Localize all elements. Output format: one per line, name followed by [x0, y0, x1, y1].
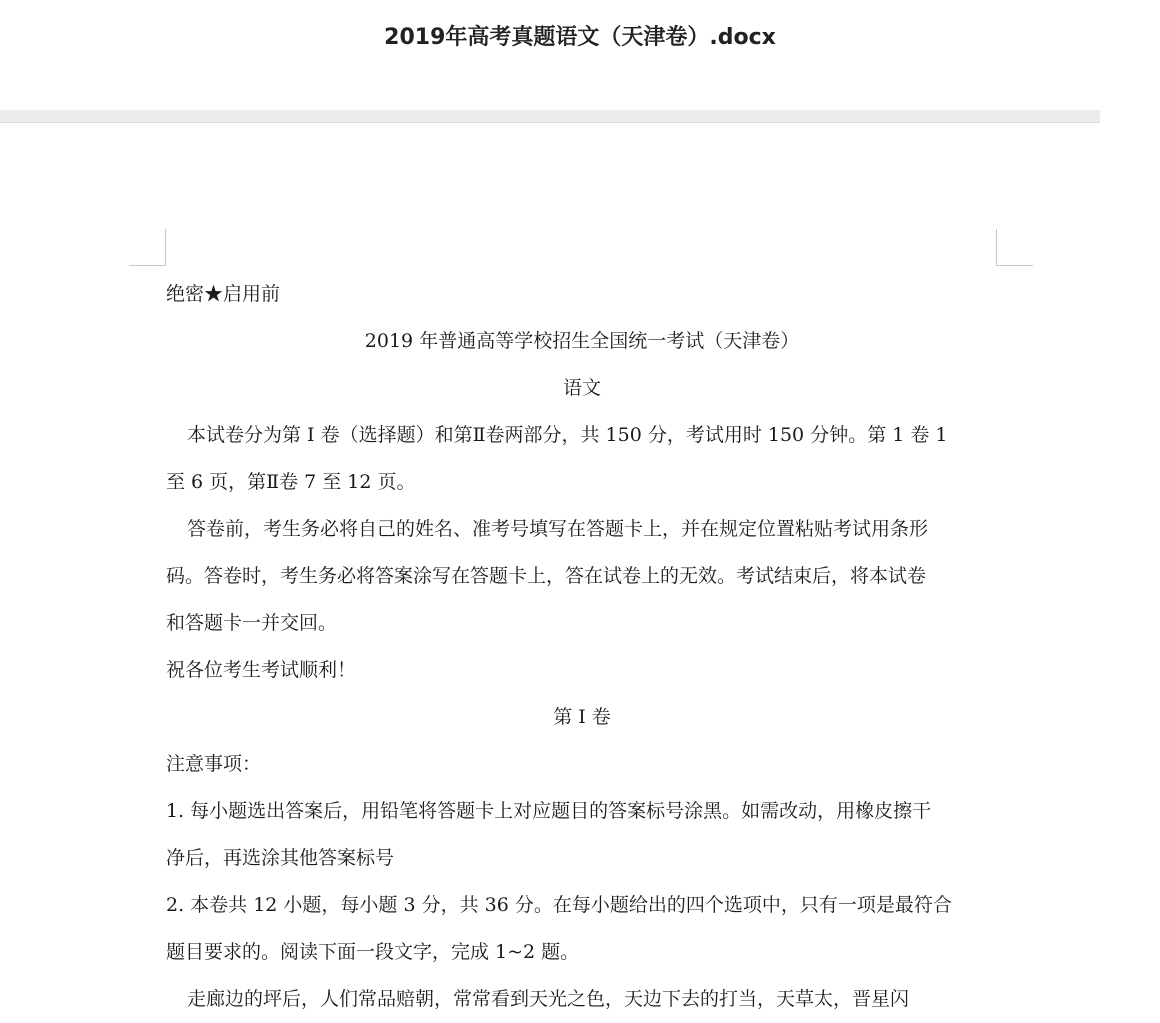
notes-heading: 注意事项： — [166, 753, 262, 775]
notice-paragraph-line-1: 答卷前，考生务必将自己的姓名、准考号填写在答题卡上，并在规定位置粘贴考试用条形 — [187, 518, 929, 540]
note-1-line-1: 1. 每小题选出答案后，用铅笔将答题卡上对应题目的答案标号涂黑。如需改动，用橡皮擦干 — [166, 800, 932, 822]
title-bar — [0, 0, 1100, 110]
intro-paragraph-line-1: 本试卷分为第 I 卷（选择题）和第Ⅱ卷两部分，共 150 分，考试用时 150 分钟。第 1 卷 1 — [187, 424, 948, 446]
margin-crop-mark-top-left — [129, 229, 166, 266]
part-1-heading: 第 I 卷 — [553, 706, 611, 728]
note-2-line-1: 2. 本卷共 12 小题，每小题 3 分，共 36 分。在每小题给出的四个选项中，只有一项是最符合 — [166, 894, 952, 916]
document-title: 2019年高考真题语文（天津卷）.docx — [384, 25, 776, 50]
subject-heading: 语文 — [562, 377, 601, 399]
confidential-label: 绝密★启用前 — [166, 283, 281, 305]
notice-paragraph-line-3: 和答题卡一并交回。 — [166, 612, 338, 634]
note-1-line-2: 净后，再选涂其他答案标号 — [166, 847, 395, 869]
notice-paragraph-line-2: 码。答卷时，考生务必将答案涂写在答题卡上，答在试卷上的无效。考试结束后，将本试卷 — [166, 565, 927, 587]
wish-text: 祝各位考生考试顺利！ — [166, 659, 357, 681]
cutoff-passage-line: 走廊边的坪后，人们常品赔朝，常常看到天光之色，天边下去的打当，天草太，晋星闪 — [187, 988, 910, 1010]
toolbar-divider — [0, 110, 1100, 123]
document-body — [166, 271, 998, 1010]
margin-crop-mark-top-right — [996, 229, 1033, 266]
document-page[interactable] — [0, 123, 1100, 1010]
note-2-line-2: 题目要求的。阅读下面一段文字，完成 1~2 题。 — [166, 941, 580, 963]
exam-title: 2019 年普通高等学校招生全国统一考试（天津卷） — [364, 330, 800, 352]
intro-paragraph-line-2: 至 6 页，第Ⅱ卷 7 至 12 页。 — [166, 471, 416, 493]
